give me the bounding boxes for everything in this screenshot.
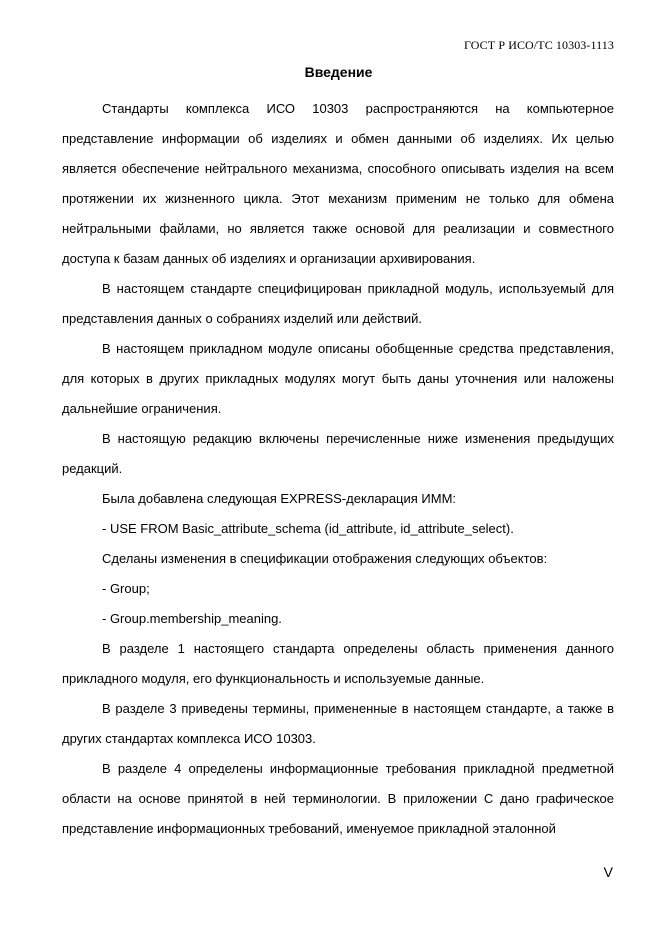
page-number: V (603, 864, 613, 880)
document-body (62, 94, 614, 844)
paragraph-10: В разделе 1 настоящего стандарта определены область применения данного прикладного модуля, его функциональность и используемые данные. (62, 641, 614, 686)
paragraph-8: - Group; (102, 581, 150, 596)
paragraph-3: В настоящем прикладном модуле описаны обобщенные средства представления, для которых в других прикладных модулях могут быть даны уточнения или наложены дальнейшие ограничения. (62, 341, 614, 416)
paragraph-5: Была добавлена следующая EXPRESS-декларация ИММ: (102, 491, 457, 506)
paragraph-7: Сделаны изменения в спецификации отображения следующих объектов: (102, 551, 548, 566)
paragraph-4: В настоящую редакцию включены перечисленные ниже изменения предыдущих редакций. (62, 431, 614, 476)
paragraph-1: Стандарты комплекса ИСО 10303 распространяются на компьютерное представление информации об изделиях и обмен данными об изделиях. Их целью является обеспечение нейтрального механизма, способного описывать изделия на всем протяжении их жизненного цикла. Этот механизм применим не только для обмена нейтральными файлами, но является также основой для реализации и совместного доступа к базам данных об изделиях и организации архивирования. (62, 101, 614, 266)
paragraph-9: - Group.membership_meaning. (102, 611, 282, 626)
paragraph-6: - USE FROM Basic_attribute_schema (id_attribute, id_attribute_select). (102, 521, 514, 536)
standard-header: ГОСТ Р ИСО/ТС 10303-1113 (464, 38, 614, 52)
section-title: Введение (304, 64, 373, 80)
paragraph-2: В настоящем стандарте специфицирован прикладной модуль, используемый для представления данных о собраниях изделий или действий. (62, 281, 614, 326)
paragraph-12: В разделе 4 определены информационные требования прикладной предметной области на основе принятой в ней терминологии. В приложении С дано графическое представление информационных требований, именуемое прикладной эталонной (62, 761, 614, 836)
paragraph-11: В разделе 3 приведены термины, примененные в настоящем стандарте, а также в других стандартах комплекса ИСО 10303. (62, 701, 614, 746)
